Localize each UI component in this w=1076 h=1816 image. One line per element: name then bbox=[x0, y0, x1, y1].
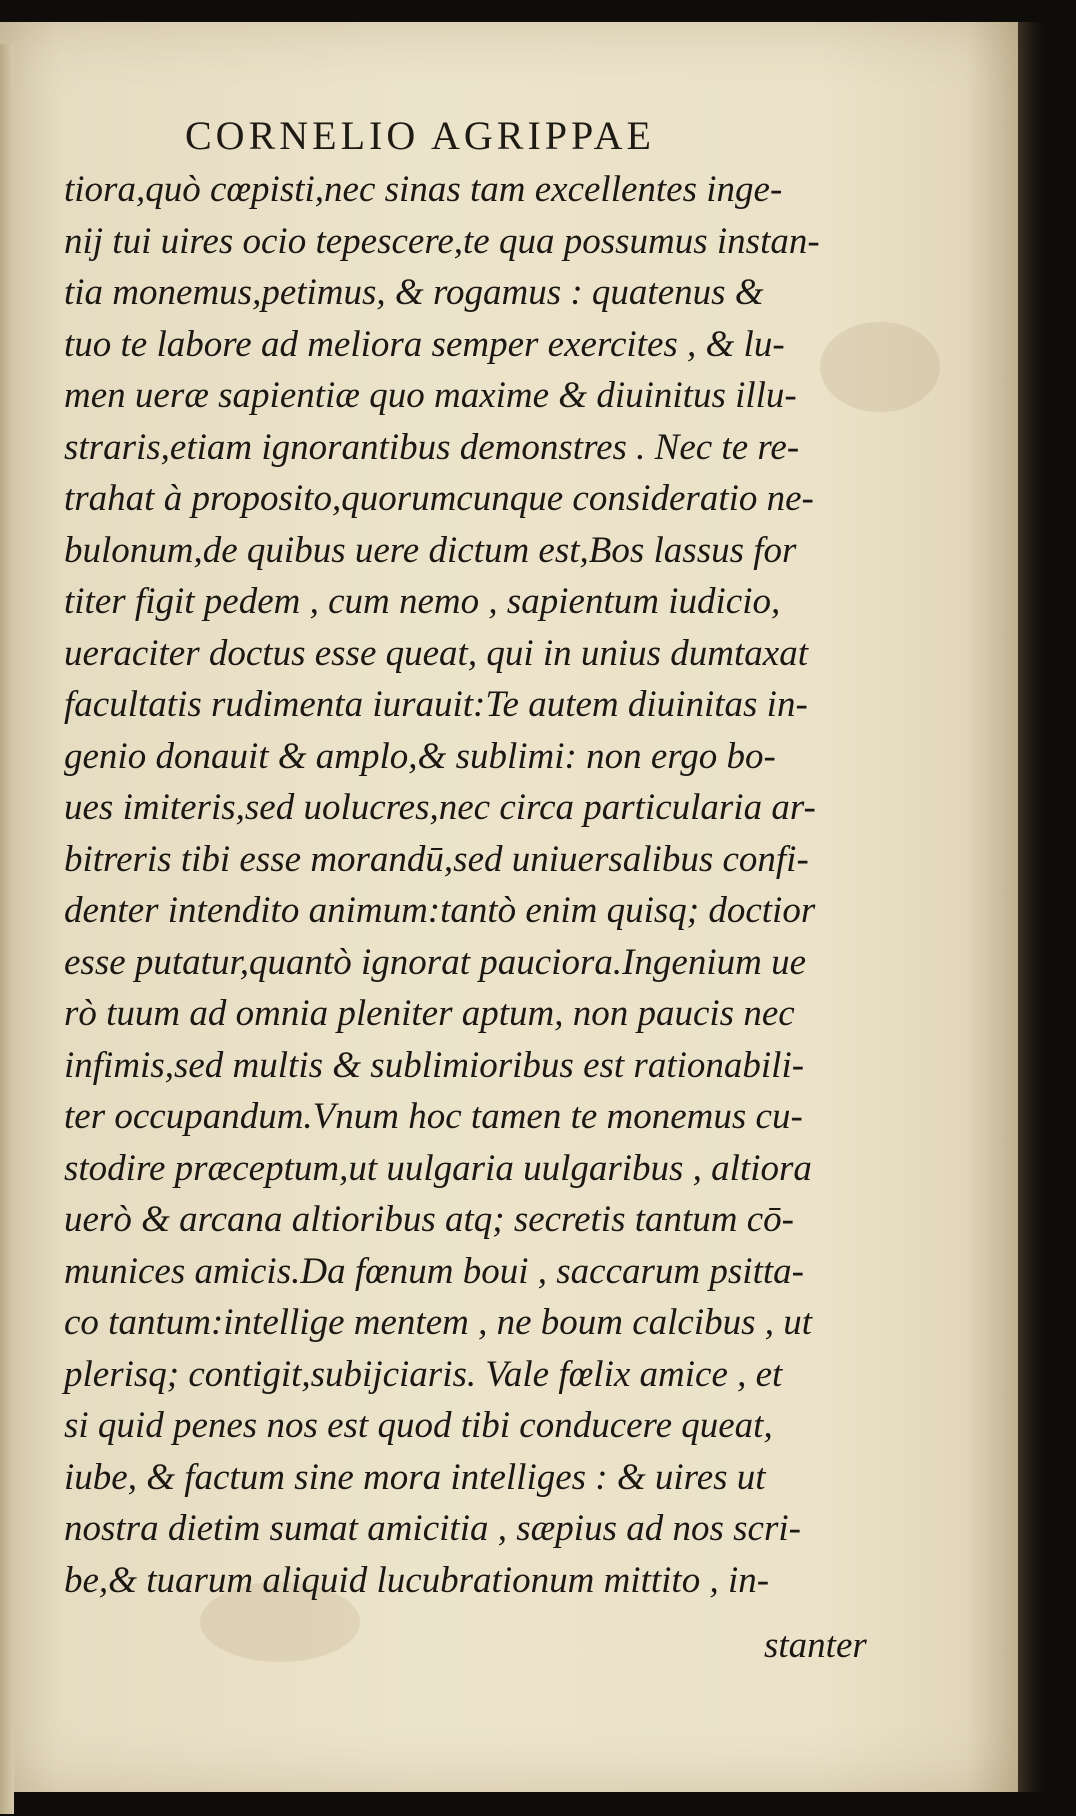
page-gutter bbox=[0, 44, 14, 1814]
text-line: ter occupandum.Vnum hoc tamen te monemus cu- bbox=[64, 1096, 803, 1137]
text-line: esse putatur,quantò ignorat pauciora.Ingenium ue bbox=[64, 941, 807, 983]
text-line: denter intendito animum:tantò enim quisq; doctior bbox=[64, 890, 816, 931]
text-line: iube, & factum sine mora intelliges : & uires ut bbox=[64, 1456, 766, 1498]
text-line: bitreris tibi esse morandū,sed uniuersalibus confi- bbox=[64, 838, 809, 880]
book-page bbox=[0, 22, 1018, 1792]
text-line: co tantum:intellige mentem , ne boum calcibus , ut bbox=[64, 1302, 813, 1343]
text-line: tiora,quò cœpisti,nec sinas tam excellentes inge- bbox=[64, 169, 783, 210]
text-line: trahat à proposito,quorumcunque consideratio ne- bbox=[64, 478, 814, 519]
text-line: tuo te labore ad meliora semper exercites , & lu- bbox=[64, 323, 785, 365]
text-line: si quid penes nos est quod tibi conducere queat, bbox=[64, 1405, 773, 1446]
text-line: titer figit pedem , cum nemo , sapientum iudicio, bbox=[64, 581, 781, 622]
text-line: nij tui uires ocio tepescere,te qua possumus instan- bbox=[64, 220, 820, 262]
text-line: facultatis rudimenta iurauit:Te autem diuinitas in- bbox=[64, 684, 808, 725]
body-text bbox=[64, 164, 894, 1606]
page-edge-shadow bbox=[1018, 22, 1044, 1792]
text-line: plerisq; contigit,subijciaris. Vale fœlix amice , et bbox=[64, 1353, 783, 1395]
text-line: rò tuum ad omnia pleniter aptum, non paucis nec bbox=[64, 993, 795, 1034]
running-head: CORNELIO AGRIPPAE bbox=[185, 113, 655, 158]
catchword: stanter bbox=[764, 1625, 867, 1666]
text-line: tia monemus,petimus, & rogamus : quatenus & bbox=[64, 272, 764, 313]
text-line: infimis,sed multis & sublimioribus est rationabili- bbox=[64, 1044, 805, 1086]
text-line: ues imiteris,sed uolucres,nec circa particularia ar- bbox=[64, 787, 816, 828]
text-line: genio donauit & amplo,& sublimi: non ergo bo- bbox=[64, 735, 776, 777]
text-line: straris,etiam ignorantibus demonstres . Nec te re- bbox=[64, 426, 800, 468]
text-line: nostra dietim sumat amicitia , sæpius ad nos scri- bbox=[64, 1508, 801, 1549]
text-line: munices amicis.Da fœnum boui , saccarum psitta- bbox=[64, 1250, 804, 1292]
text-line: bulonum,de quibus uere dictum est,Bos lassus for bbox=[64, 529, 797, 571]
text-line: ueraciter doctus esse queat, qui in unius dumtaxat bbox=[64, 632, 809, 674]
text-line: uerò & arcana altioribus atq; secretis tantum cō- bbox=[64, 1199, 794, 1240]
text-line: men ueræ sapientiæ quo maxime & diuinitus illu- bbox=[64, 375, 797, 416]
text-line: be,& tuarum aliquid lucubrationum mittito , in- bbox=[64, 1559, 770, 1601]
text-line: stodire præceptum,ut uulgaria uulgaribus , altiora bbox=[64, 1147, 812, 1189]
